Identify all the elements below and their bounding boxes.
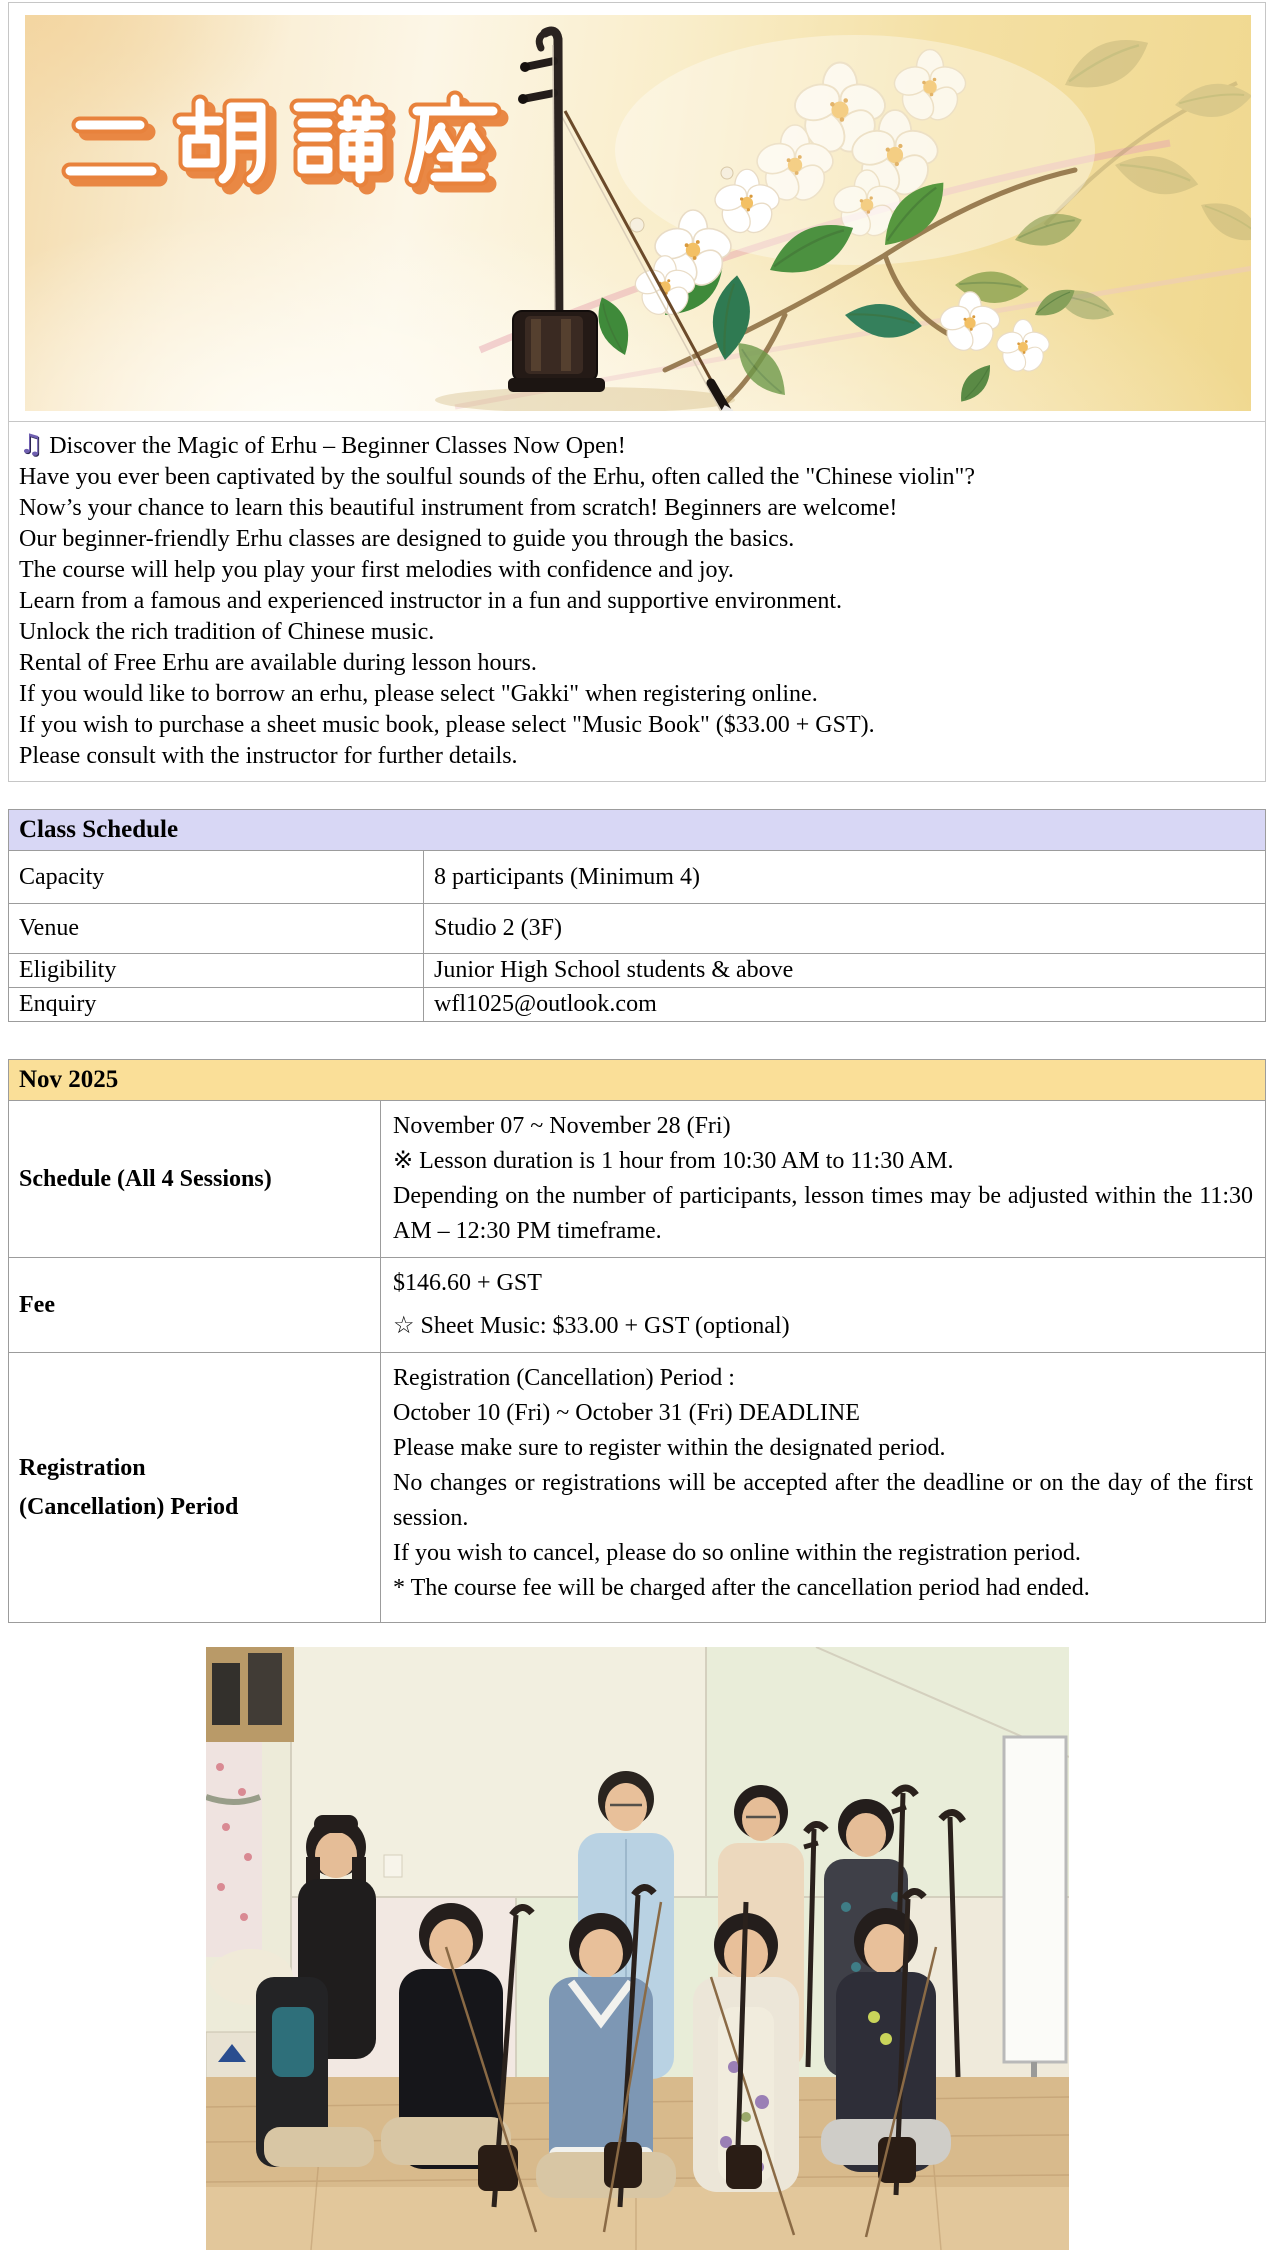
intro-line: If you would like to borrow an erhu, please select "Gakki" when registering online. <box>19 681 818 707</box>
schedule-value <box>381 1101 1266 1258</box>
table-row <box>9 988 1266 1022</box>
banner-art <box>25 15 1251 411</box>
fee-label: Fee <box>9 1258 381 1353</box>
venue-value: Studio 2 (3F) <box>424 904 1266 954</box>
venue-label: Venue <box>9 904 424 954</box>
intro-line: Unlock the rich tradition of Chinese music. <box>19 619 435 645</box>
fee-amount: $146.60 + GST <box>393 1270 542 1296</box>
table-header-row <box>9 1060 1266 1101</box>
banner <box>8 2 1266 422</box>
class-schedule-table <box>8 809 1266 1022</box>
intro-line <box>19 429 1251 462</box>
intro-line: Now’s your chance to learn this beautiful instrument from scratch! Beginners are welcome! <box>19 495 898 521</box>
intro-line: Have you ever been captivated by the soulful sounds of the Erhu, often called the "Chinese violin"? <box>19 464 975 490</box>
class-schedule-header: Class Schedule <box>9 810 1266 851</box>
intro-text <box>8 422 1266 782</box>
banner-title <box>70 99 500 186</box>
schedule-label: Schedule (All 4 Sessions) <box>9 1101 381 1258</box>
erhu-course-page <box>0 2 1275 2250</box>
schedule-row <box>9 1101 1266 1258</box>
registration-deadline: October 10 (Fri) ~ October 31 (Fri) DEADLINE <box>393 1400 860 1426</box>
registration-label-line2: (Cancellation) Period <box>19 1493 239 1520</box>
fee-row <box>9 1258 1266 1353</box>
class-photo <box>206 1647 1069 2250</box>
schedule-dates: November 07 ~ November 28 (Fri) <box>393 1113 731 1139</box>
music-notes-icon: ♫ <box>19 429 44 460</box>
intro-heading: Discover the Magic of Erhu – Beginner Classes Now Open! <box>49 433 626 459</box>
registration-row <box>9 1353 1266 1623</box>
nov-2025-header: Nov 2025 <box>9 1060 1266 1101</box>
fee-sheet-music: ☆ Sheet Music: $33.00 + GST (optional) <box>393 1313 790 1339</box>
intro-line: Please consult with the instructor for further details. <box>19 743 518 769</box>
intro-line: Learn from a famous and experienced instructor in a fun and supportive environment. <box>19 588 843 614</box>
intro-line: If you wish to purchase a sheet music book, please select "Music Book" ($33.00 + GST). <box>19 712 875 738</box>
table-header-row <box>9 810 1266 851</box>
schedule-duration: ※ Lesson duration is 1 hour from 10:30 AM to 11:30 AM. <box>393 1148 954 1174</box>
capacity-label: Capacity <box>9 851 424 904</box>
registration-value <box>381 1353 1266 1623</box>
enquiry-label: Enquiry <box>9 988 424 1022</box>
registration-note-4: * The course fee will be charged after the cancellation period had ended. <box>393 1575 1090 1601</box>
registration-note-1: Please make sure to register within the designated period. <box>393 1435 946 1461</box>
capacity-value: 8 participants (Minimum 4) <box>424 851 1266 904</box>
registration-period-title: Registration (Cancellation) Period : <box>393 1365 735 1391</box>
light-switch <box>384 1855 402 1877</box>
eligibility-label: Eligibility <box>9 954 424 988</box>
registration-note-3: If you wish to cancel, please do so online within the registration period. <box>393 1540 1081 1566</box>
fee-value <box>381 1258 1266 1353</box>
intro-line: Rental of Free Erhu are available during lesson hours. <box>19 650 537 676</box>
table-row <box>9 904 1266 954</box>
table-row <box>9 954 1266 988</box>
enquiry-value: wfl1025@outlook.com <box>424 988 1266 1022</box>
eligibility-value: Junior High School students & above <box>424 954 1266 988</box>
nov-2025-table <box>8 1059 1266 1623</box>
schedule-note: Depending on the number of participants, lesson times may be adjusted within the 11:30 AM – 12:30 PM timeframe. <box>393 1183 1253 1244</box>
registration-label <box>9 1353 381 1623</box>
intro-line: The course will help you play your first melodies with confidence and joy. <box>19 557 734 583</box>
registration-note-2: No changes or registrations will be accepted after the deadline or on the day of the first session. <box>393 1470 1253 1531</box>
registration-label-line1: Registration <box>19 1454 146 1481</box>
table-row <box>9 851 1266 904</box>
intro-line: Our beginner-friendly Erhu classes are designed to guide you through the basics. <box>19 526 795 552</box>
banner-image <box>25 15 1251 411</box>
class-photo-art <box>206 1647 1069 2250</box>
